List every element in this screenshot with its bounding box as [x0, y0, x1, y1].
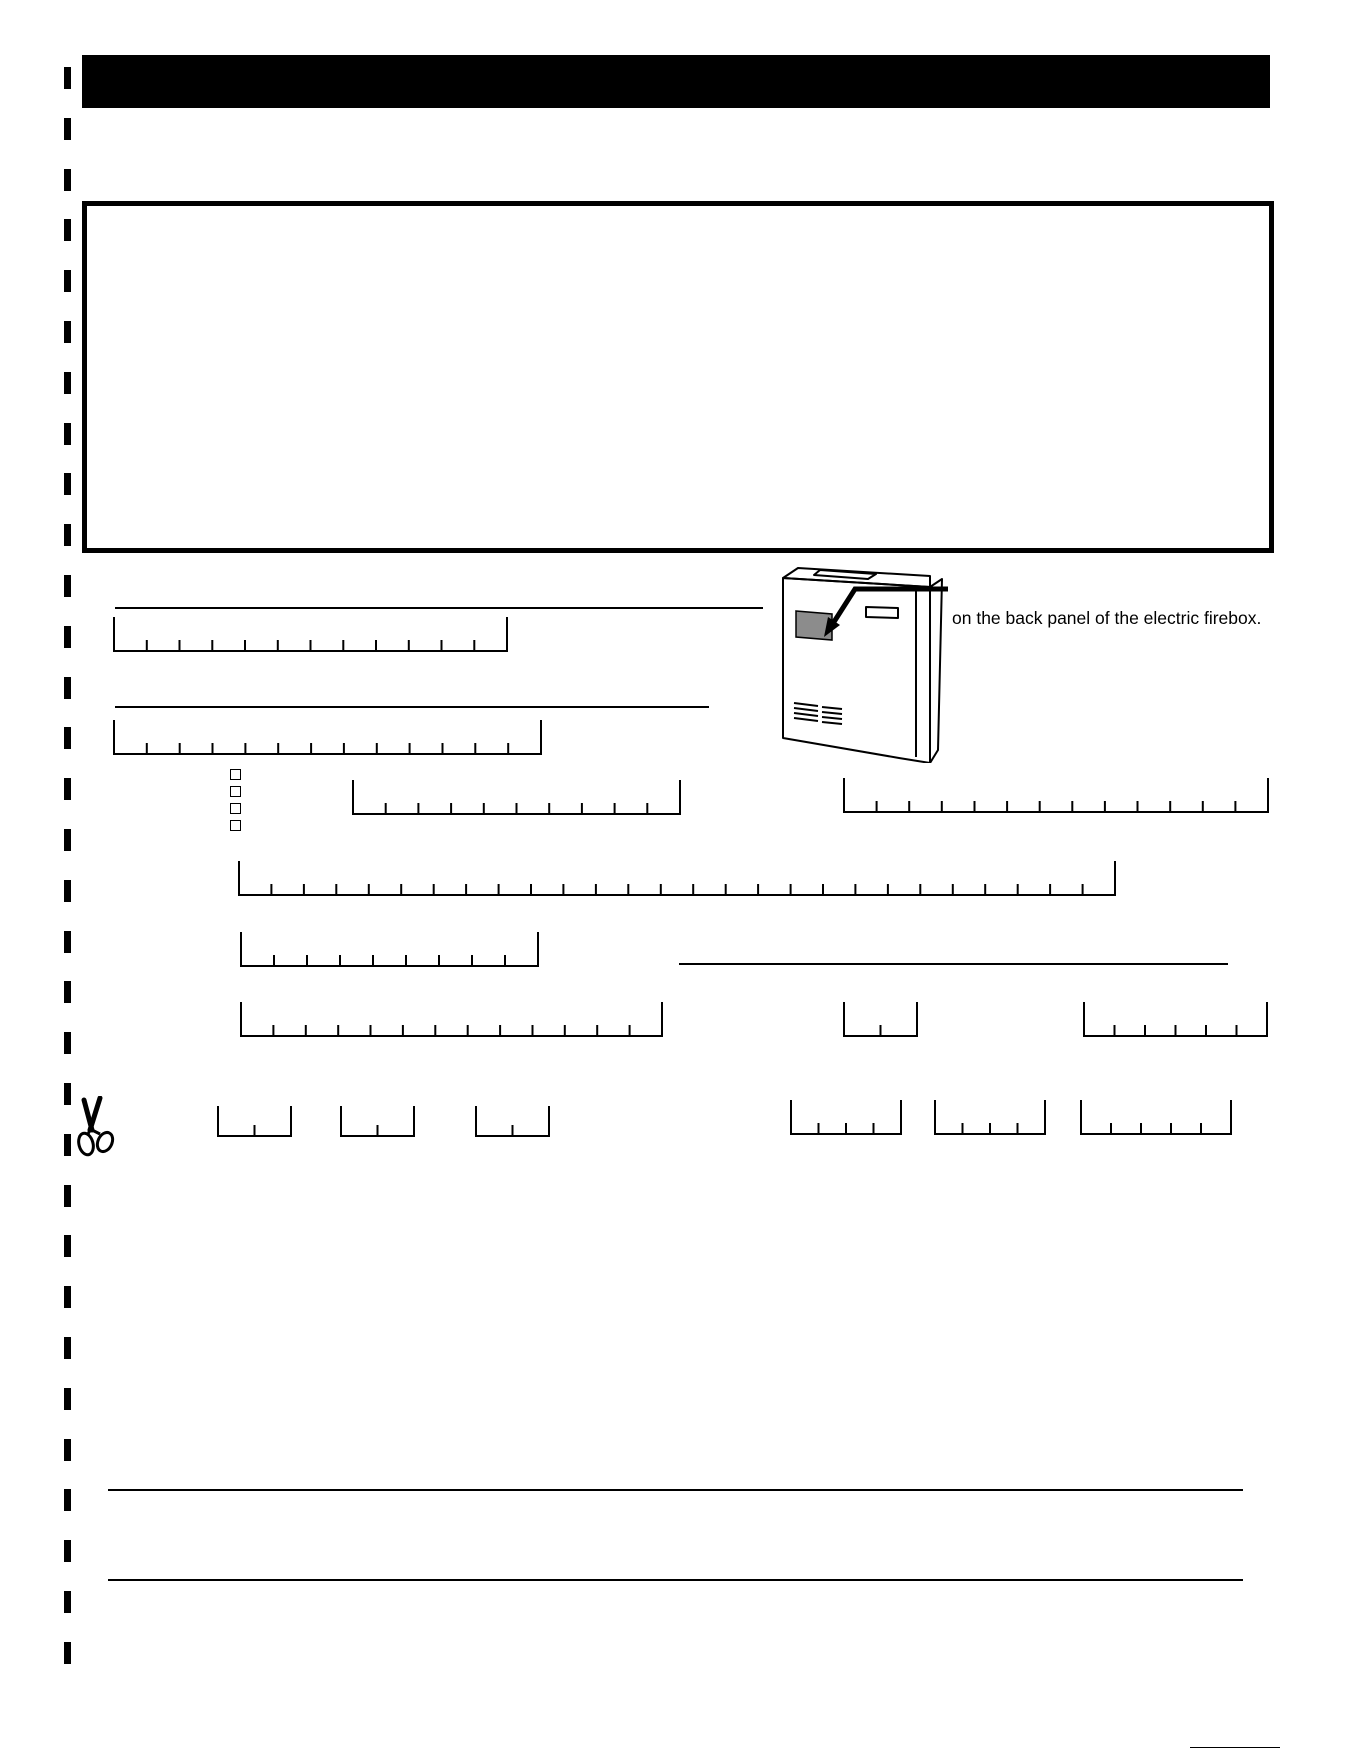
phone-line-field[interactable] [1080, 1100, 1234, 1136]
comments-line-1 [108, 1489, 1243, 1491]
option-checkbox-3[interactable] [230, 803, 241, 814]
page-footer-rule [1190, 1747, 1280, 1748]
date-field[interactable] [352, 780, 683, 816]
month-field[interactable] [217, 1106, 294, 1138]
cut-line-dash [64, 727, 71, 749]
cut-line-dash [64, 1388, 71, 1410]
cut-line-dash [64, 1337, 71, 1359]
comments-line-2 [108, 1579, 1243, 1581]
cut-line-dash [64, 1185, 71, 1207]
cut-line-dash [64, 626, 71, 648]
cut-line-dash [64, 981, 71, 1003]
phone-field[interactable] [843, 778, 1271, 814]
cut-line-dash [64, 575, 71, 597]
cut-line-dash [64, 219, 71, 241]
cut-line-dash [64, 1489, 71, 1511]
cut-line-dash [64, 1591, 71, 1613]
cut-line-dash [64, 880, 71, 902]
cut-line-dash [64, 524, 71, 546]
cut-line-dash [64, 169, 71, 191]
postal-code-field[interactable] [1083, 1002, 1270, 1038]
cut-line-dash [64, 118, 71, 140]
form-title-bar [82, 55, 1270, 108]
serial-number-field[interactable] [113, 617, 510, 653]
cut-line-dash [64, 1540, 71, 1562]
cut-line-dash [64, 1439, 71, 1461]
electric-firebox-illustration [780, 567, 950, 768]
cut-line-dash [64, 677, 71, 699]
phone-prefix-field[interactable] [934, 1100, 1048, 1136]
cut-line-dash [64, 778, 71, 800]
cut-line-dash [64, 1235, 71, 1257]
cut-line-dash [64, 931, 71, 953]
option-checkbox-1[interactable] [230, 769, 241, 780]
model-number-field[interactable] [113, 720, 544, 756]
option-checkbox-2[interactable] [230, 786, 241, 797]
cut-line-dash [64, 829, 71, 851]
scissors-icon [70, 1096, 130, 1165]
field-underline-3 [679, 963, 1228, 965]
option-checkbox-4[interactable] [230, 820, 241, 831]
year-field[interactable] [475, 1106, 552, 1138]
field-underline-2 [115, 706, 709, 708]
cut-line-dash [64, 1032, 71, 1054]
cut-line-dash [64, 270, 71, 292]
city-field[interactable] [240, 932, 541, 968]
cut-line-dash [64, 321, 71, 343]
province-field[interactable] [240, 1002, 665, 1038]
firebox-caption: on the back panel of the electric firebox. [952, 608, 1262, 628]
address-field[interactable] [238, 861, 1118, 897]
instructions-box [82, 201, 1274, 553]
cut-line-dash [64, 372, 71, 394]
field-underline-1 [115, 607, 763, 609]
cut-line-dash [64, 423, 71, 445]
phone-area-field[interactable] [790, 1100, 904, 1136]
cut-line-dash [64, 1286, 71, 1308]
cut-line-dash [64, 473, 71, 495]
day-field[interactable] [340, 1106, 417, 1138]
cut-line-dash [64, 67, 71, 89]
state-code-field[interactable] [843, 1002, 920, 1038]
cut-line-dash [64, 1642, 71, 1664]
